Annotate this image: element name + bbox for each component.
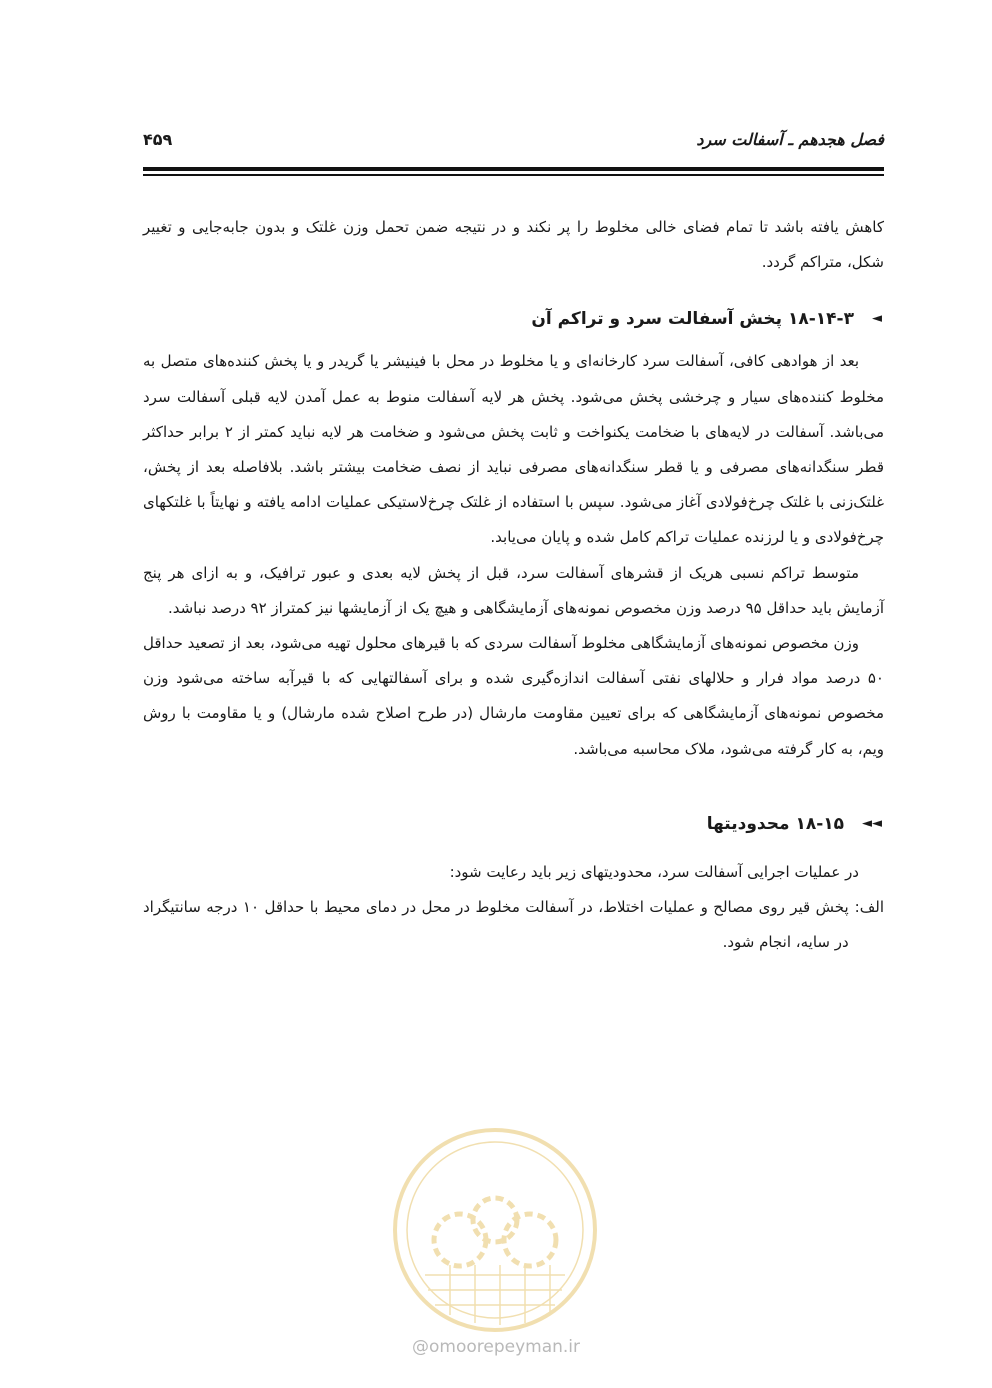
header-rule-thick — [143, 167, 884, 171]
body-paragraph: بعد از هوادهی کافی، آسفالت سرد کارخانه‌ای و یا مخلوط در محل با فینیشر یا گریدر و یا پخش کننده‌های متصل به مخلوط کننده‌های سیار و چرخشی پخش می‌شود. پخش هر لایه آسفالت منوط به عمل آمدن لایه قبلی آسفالت سرد می‌باشد. آسفالت در لایه‌های با ضخامت یکنواخت و ثابت پخش می‌شود و ضخامت هر لایه نباید کمتر از ۲ برابر حداکثر قطر سنگدانه‌های مصرفی و یا قطر سنگدانه‌های مصرفی نباید از نصف ضخامت بیشتر باشد. بلافاصله بعد از پخش، غلتک‌زنی با غلتک چرخ‌فولادی آغاز می‌شود. سپس با استفاده از غلتک چرخ‌لاستیکی عملیات ادامه یافته و نهایتاً با غلتکهای چرخ‌فولادی و یا لرزنده عملیات تراکم کامل شده و پایان می‌یابد. — [143, 352, 884, 547]
running-title: فصل هجدهم ـ آسفالت سرد — [696, 130, 884, 149]
section-title: ۱۸-۱۵ محدودیتها — [706, 813, 844, 834]
list-item — [143, 890, 884, 960]
page-number: ۴۵۹ — [143, 130, 173, 149]
body-paragraph: وزن مخصوص نمونه‌های آزمایشگاهی مخلوط آسفالت سردی که با قیرهای محلول تهیه می‌شود، بعد از تصعید حداقل ۵۰ درصد مواد فرار و حلالهای نفتی آسفالت اندازه‌گیری شده و برای آسفالتهایی که با قیرآبه ساخته می‌شود وزن مخصوص نمونه‌های آزمایشگاهی که برای تعیین مقاومت مارشال (در طرح اصلاح شده مارشال) و یا مقاومت با روش ویم، به کار گرفته می‌شود، ملاک محاسبه می‌باشد. — [143, 634, 884, 758]
header-rule-thin — [143, 174, 884, 176]
page-header — [143, 128, 884, 160]
section-marker-icon: ◄ — [872, 311, 882, 327]
watermark-seal-icon — [390, 1125, 600, 1335]
section-title: ۱۸-۱۴-۳ پخش آسفالت سرد و تراکم آن — [531, 309, 854, 330]
section-heading-15 — [143, 809, 884, 839]
body-paragraph: متوسط تراکم نسبی هریک از قشرهای آسفالت سرد، قبل از پخش لایه بعدی و عبور ترافیک، و به ازای هر پنج آزمایش باید حداقل ۹۵ درصد وزن مخصوص نمونه‌های آزمایشگاهی و هیچ یک از آزمایشها نیز کمتراز ۹۲ درصد نباشد. — [143, 563, 884, 617]
body-paragraph: در عملیات اجرایی آسفالت سرد، محدودیتهای زیر باید رعایت شود: — [449, 862, 859, 881]
list-item-text: پخش قیر روی مصالح و عملیات اختلاط، در آسفالت مخلوط در محل در دمای محیط با حداقل ۱۰ درجه سانتیگراد در سایه، انجام شود. — [143, 898, 849, 952]
intro-paragraph: کاهش یافته باشد تا تمام فضای خالی مخلوط را پر نکند و در نتیجه ضمن تحمل وزن غلتک و بدون جابه‌جایی و تغییر شکل، متراکم گردد. — [143, 218, 884, 272]
double-arrow-icon: ◄◄ — [862, 815, 882, 831]
list-item-label: الف: — [854, 898, 884, 917]
page-body — [143, 210, 884, 960]
watermark-url: @omoorepeyman.ir — [411, 1337, 581, 1357]
section-heading-14 — [143, 304, 884, 334]
